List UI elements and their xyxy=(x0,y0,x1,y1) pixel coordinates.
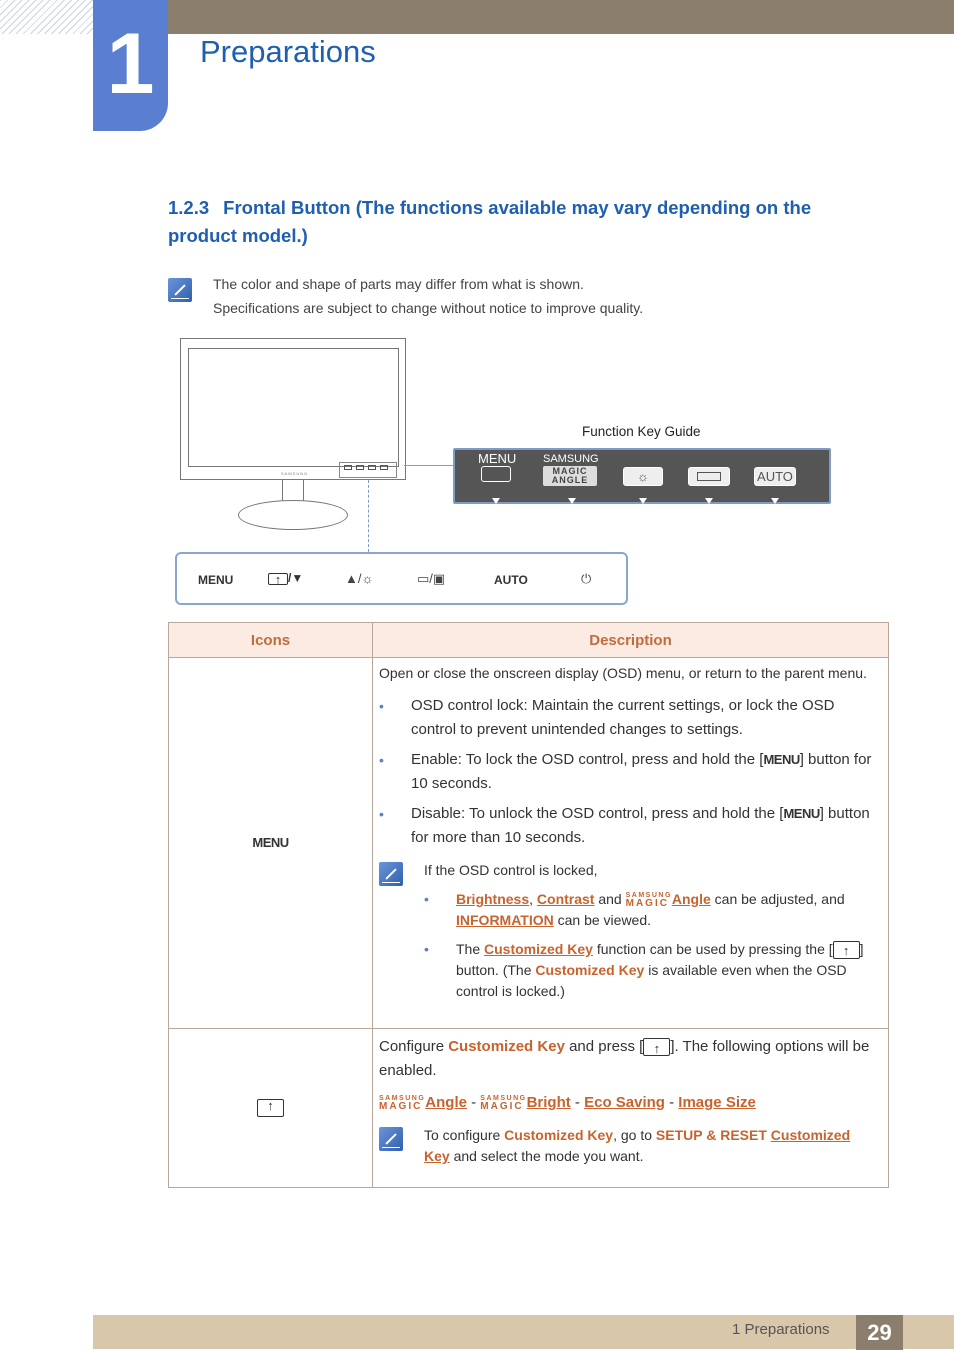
customized-key-text: Customized Key xyxy=(535,962,645,978)
monitor-brand: SAMSUNG xyxy=(281,471,309,476)
list-item: • Brightness, Contrast and SAMSUNG MAGIC Angle can be adjusted, and INFORMATION can be viewed. xyxy=(424,889,878,931)
list-item: • OSD control lock: Maintain the current settings, or lock the OSD control to prevent unintended changes to settings. xyxy=(379,694,878,742)
customized-key-icon xyxy=(257,1099,284,1117)
menu-icon xyxy=(481,466,511,482)
panel-menu-label: MENU xyxy=(198,573,234,587)
information-link[interactable]: INFORMATION xyxy=(456,912,554,928)
angle-label: ANGLE xyxy=(551,475,589,485)
page-number: 29 xyxy=(856,1315,903,1350)
eco-saving-link[interactable]: Eco Saving xyxy=(584,1094,665,1111)
monitor-illustration xyxy=(180,338,406,480)
brightness-icon: ☼ xyxy=(623,467,663,486)
arrow-down-icon xyxy=(568,498,576,504)
monitor-button-strip xyxy=(339,462,397,478)
monitor-base xyxy=(238,500,348,530)
lock-note xyxy=(379,860,878,1002)
menu-description-cell xyxy=(373,658,889,1029)
header-icons: Icons xyxy=(169,623,373,658)
brightness-link[interactable]: Brightness xyxy=(456,891,530,907)
button-description-table xyxy=(168,622,889,1188)
angle-link[interactable]: Angle xyxy=(671,891,711,907)
magic-bright-link[interactable]: Bright xyxy=(526,1094,571,1111)
contrast-link[interactable]: Contrast xyxy=(536,891,595,907)
customized-key-icon xyxy=(643,1038,670,1056)
table-row xyxy=(169,658,889,1029)
note-line-1: The color and shape of parts may differ from what is shown. xyxy=(213,276,584,292)
guide-menu-key xyxy=(478,451,517,482)
customized-key-description-cell xyxy=(373,1029,889,1188)
chapter-number: 1 xyxy=(93,0,168,131)
panel-auto-label: AUTO xyxy=(494,573,528,587)
section-number: 1.2.3 xyxy=(168,197,210,218)
magic-label: MAGIC xyxy=(552,466,588,476)
magic-angle-icon xyxy=(543,466,597,486)
header-bar xyxy=(168,0,954,34)
image-size-link[interactable]: Image Size xyxy=(678,1094,756,1111)
panel-up-brightness: ▲/☼ xyxy=(345,571,374,586)
customized-key-intro: Configure Customized Key and press [↑ ]. The following options will be enabled. xyxy=(379,1035,878,1083)
note-icon xyxy=(379,862,403,886)
header-hatch xyxy=(0,0,93,34)
menu-icon-cell xyxy=(169,658,373,1029)
panel-customized-key: ↑ /▼ xyxy=(268,571,303,585)
customized-key-icon xyxy=(833,941,860,959)
magic-logo: SAMSUNG MAGIC xyxy=(480,1095,527,1112)
function-key-guide-label: Function Key Guide xyxy=(582,424,701,439)
note-line-2: Specifications are subject to change without notice to improve quality. xyxy=(213,300,644,316)
guide-samsung-label: SAMSUNG xyxy=(543,453,599,465)
menu-intro: Open or close the onscreen display (OSD) menu, or return to the parent menu. xyxy=(379,665,867,681)
callout-line xyxy=(404,465,454,466)
menu-icon: MENU xyxy=(252,835,289,850)
callout-dashed-line xyxy=(368,480,369,552)
lock-note-intro: If the OSD control is locked, xyxy=(424,862,598,878)
front-button-panel xyxy=(175,552,628,605)
magic-angle-link[interactable]: Angle xyxy=(425,1094,467,1111)
note-icon xyxy=(379,1127,403,1151)
monitor-screen xyxy=(188,348,399,467)
guide-auto-key xyxy=(754,467,796,486)
list-item: • The Customized Key function can be used by pressing the [↑ ] button. (The Customized Key is available even when the OSD control is locked.) xyxy=(424,939,878,1002)
header-description: Description xyxy=(373,623,889,658)
table-row xyxy=(169,1029,889,1188)
customized-key-link[interactable]: Customized Key xyxy=(424,1127,851,1164)
arrow-down-icon xyxy=(492,498,500,504)
guide-image-size-key xyxy=(688,467,730,486)
configure-note: To configure Customized Key, go to SETUP & RESET Customized Key and select the mode you want. xyxy=(379,1125,878,1167)
arrow-down-icon xyxy=(705,498,713,504)
guide-magic-angle-key xyxy=(543,452,597,486)
customized-key-icon-cell xyxy=(169,1029,373,1188)
list-item: • Enable: To lock the OSD control, press and hold the [MENU] button for 10 seconds. xyxy=(379,748,878,796)
section-heading xyxy=(168,194,848,250)
magic-logo: SAMSUNG MAGIC xyxy=(625,892,672,909)
power-icon: ⏻ xyxy=(581,571,592,586)
customized-key-link[interactable]: Customized Key xyxy=(484,941,593,957)
list-item: • Disable: To unlock the OSD control, press and hold the [MENU] button for more than 10 seconds. xyxy=(379,802,878,850)
setup-reset-text: SETUP & RESET xyxy=(655,1127,767,1143)
magic-logo: SAMSUNG MAGIC xyxy=(379,1095,426,1112)
note-icon xyxy=(168,278,192,302)
arrow-down-icon xyxy=(639,498,647,504)
customized-key-options: SAMSUNG MAGIC Angle - SAMSUNG MAGIC Bright - Eco Saving - Image Size xyxy=(379,1094,756,1112)
panel-size-key: ▭/▣ xyxy=(417,571,446,586)
chapter-title: Preparations xyxy=(200,34,376,69)
guide-brightness-key xyxy=(623,467,663,486)
guide-menu-label: MENU xyxy=(478,451,517,466)
arrow-down-icon xyxy=(771,498,779,504)
section-title: Frontal Button (The functions available may vary depending on the product model.) xyxy=(168,197,812,246)
footer-label: 1 Preparations xyxy=(732,1321,830,1338)
auto-icon: AUTO xyxy=(754,467,796,486)
